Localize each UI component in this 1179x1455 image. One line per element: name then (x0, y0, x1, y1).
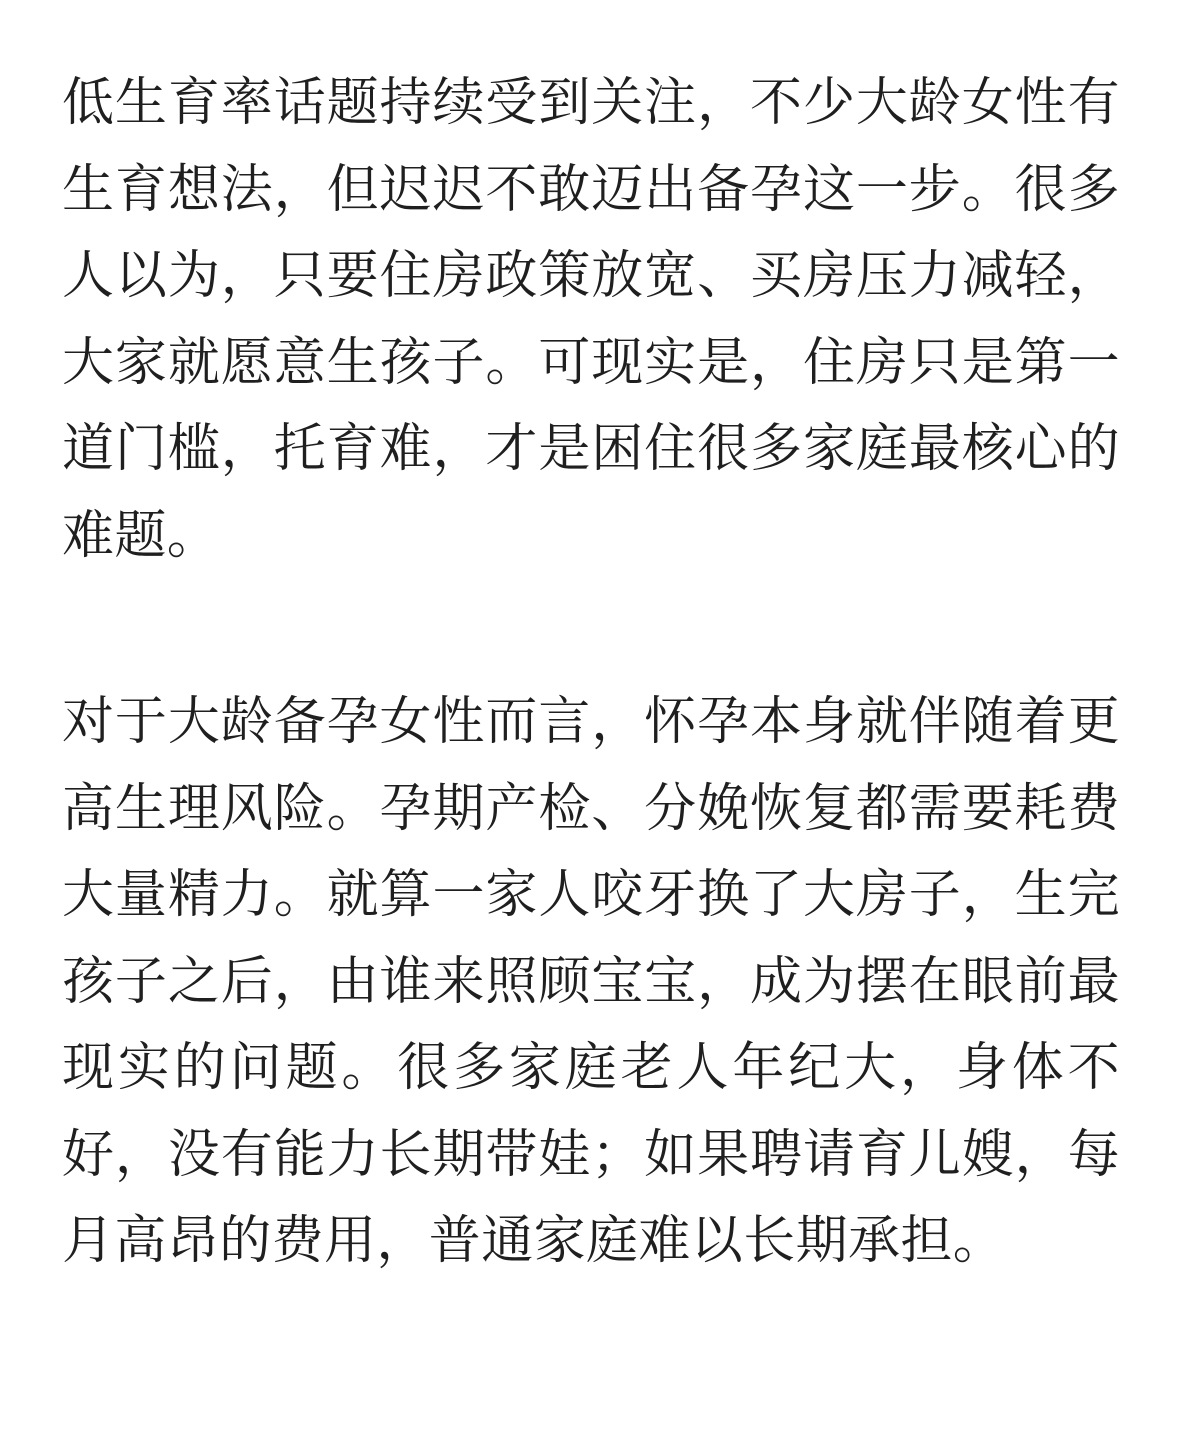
paragraph-1: 低生育率话题持续受到关注，不少大龄女性有生育想法，但迟迟不敢迈出备孕这一步。很多人以为，只要住房政策放宽、买房压力减轻，大家就愿意生孩子。可现实是，住房只是第一道门槛，托育难，才是困住很多家庭最核心的难题。 (62, 73, 1120, 566)
paragraph-2: 对于大龄备孕女性而言，怀孕本身就伴随着更高生理风险。孕期产检、分娩恢复都需要耗费大量精力。就算一家人咬牙换了大房子，生完孩子之后，由谁来照顾宝宝，成为摆在眼前最现实的问题。很多家庭老人年纪大，身体不好，没有能力长期带娃；如果聘请育儿嫂，每月高昂的费用，普通家庭难以长期承担。 (62, 692, 1120, 1271)
article-body (62, 60, 1120, 1285)
